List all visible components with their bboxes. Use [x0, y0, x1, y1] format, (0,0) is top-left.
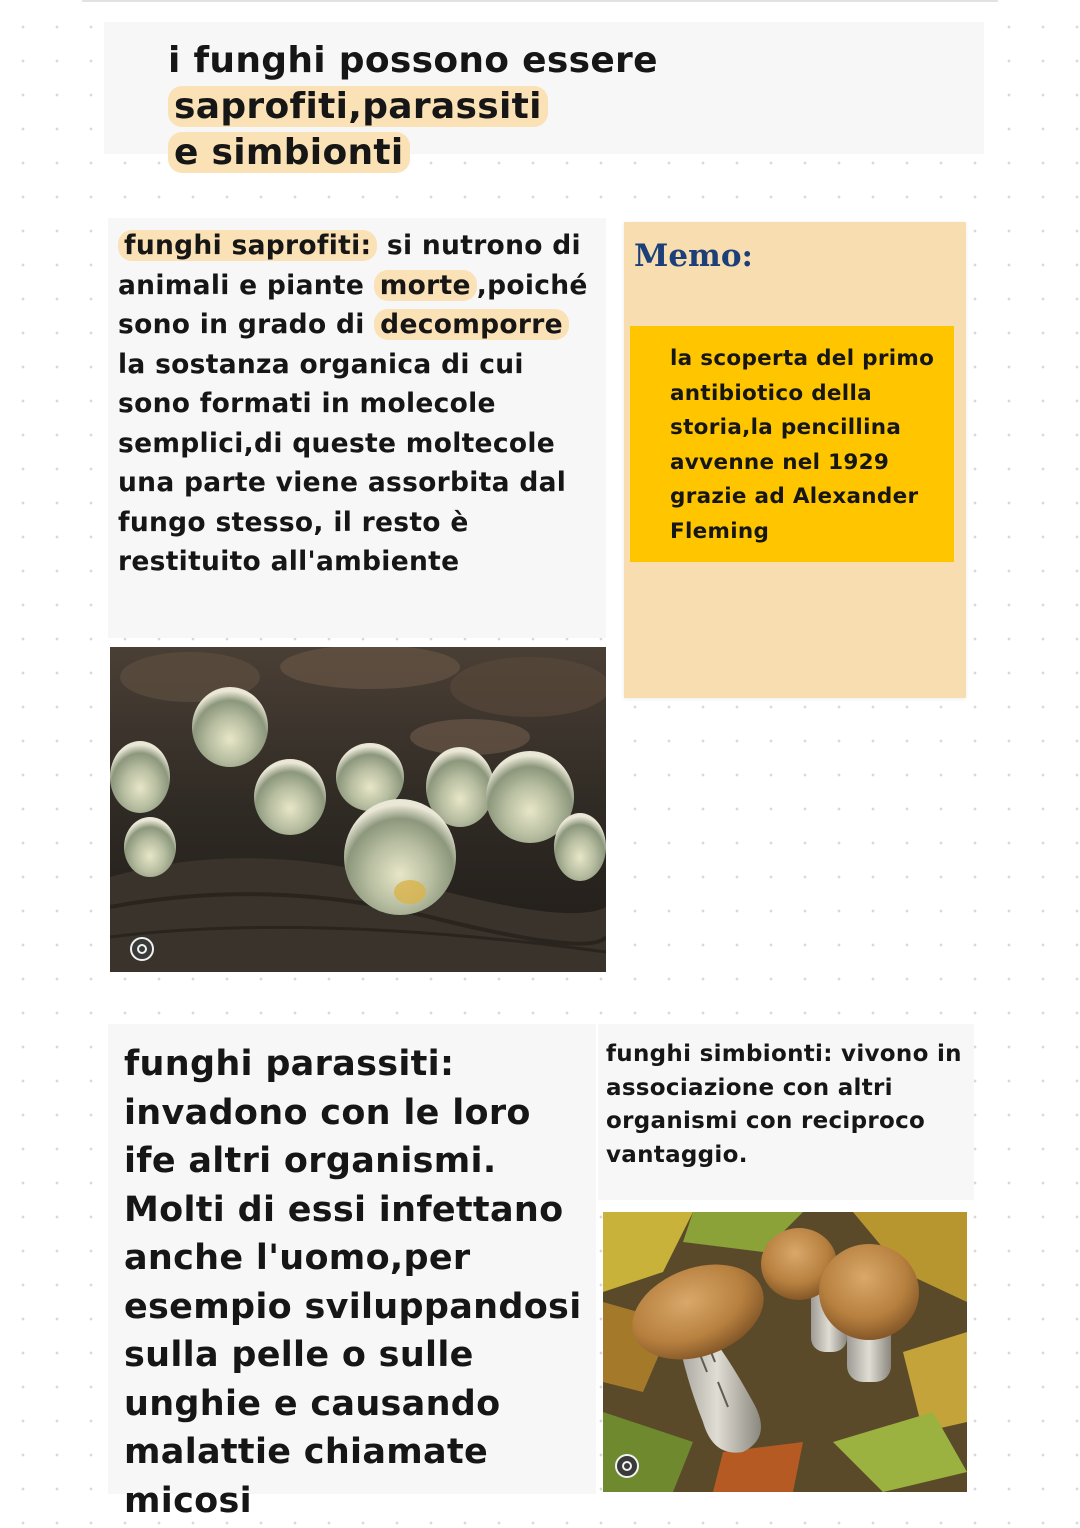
memo-title: Memo: — [634, 238, 753, 274]
top-divider — [82, 0, 998, 2]
simbionti-photo[interactable] — [603, 1212, 967, 1492]
parassiti-paragraph: funghi parassiti: invadono con le loro ife altri organismi. Molti di essi infettano anche l'uomo,per esempio sviluppandosi sulla pelle o sulle unghie e causando malattie chiamate micosi — [124, 1044, 582, 1521]
title-text-plain: i funghi possono essere — [168, 40, 658, 81]
title-highlight-1: saprofiti,parassiti — [168, 86, 548, 127]
saprofiti-text-2: ,poiché sono in grado di — [118, 269, 588, 340]
memo-note — [630, 326, 954, 562]
title-highlight-2: e simbionti — [168, 132, 410, 173]
simbionti-card — [598, 1024, 974, 1200]
saprofiti-highlight-decomporre: decomporre — [374, 309, 569, 340]
saprofiti-photo[interactable] — [110, 647, 606, 972]
bracket-fungi-image — [110, 647, 606, 972]
parassiti-card — [108, 1024, 596, 1521]
saprofiti-text-1: si nutrono di animali e piante — [118, 230, 581, 301]
boletus-mushrooms-image — [603, 1212, 967, 1492]
memo-box — [624, 222, 966, 698]
lens-icon[interactable] — [130, 937, 154, 961]
memo-note-text: la scoperta del primo antibiotico della storia,la pencillina avvenne nel 1929 grazie ad Alexander Fleming — [670, 346, 935, 544]
simbionti-paragraph: funghi simbionti: vivono in associazione con altri organismi con reciproco vantaggio. — [606, 1041, 962, 1168]
saprofiti-paragraph — [118, 226, 598, 582]
lens-icon[interactable] — [615, 1454, 639, 1478]
page-title — [168, 38, 968, 176]
saprofiti-highlight-morte: morte — [374, 270, 477, 301]
saprofiti-text-3: la sostanza organica di cui sono formati in molecole semplici,di queste moltecole una parte viene assorbita dal fungo stesso, il resto è restituito all'ambiente — [118, 348, 567, 577]
title-card — [104, 22, 984, 173]
saprofiti-card — [108, 218, 606, 638]
saprofiti-heading: funghi saprofiti: — [118, 230, 377, 261]
